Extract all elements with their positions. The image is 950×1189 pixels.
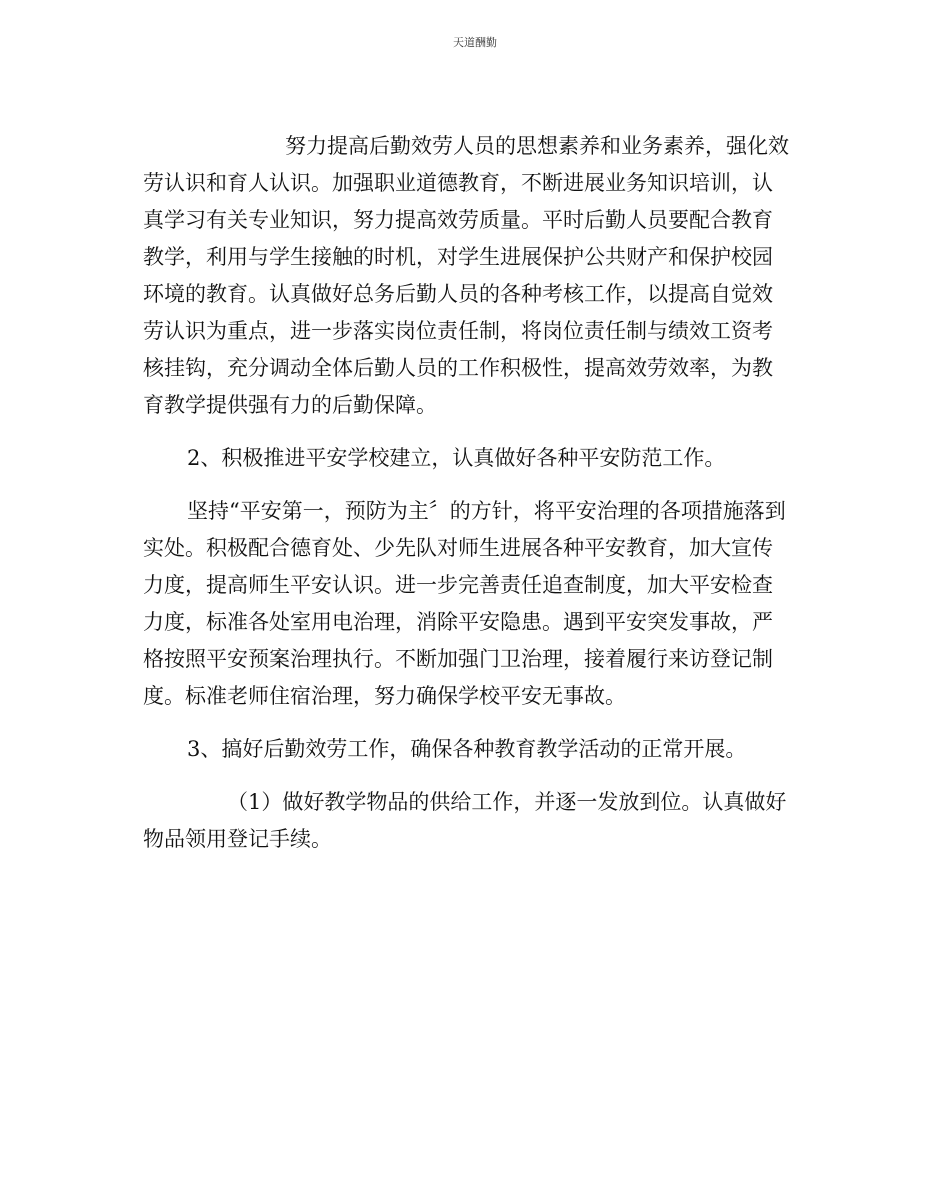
paragraph-safety	[143, 493, 813, 715]
text-line: （1）做好教学物品的供给工作，并逐一发放到位。认真做好	[227, 790, 787, 814]
text-line: 坚持“平安第一，预防为主〞的方针，将平安治理的各项措施落到	[187, 499, 786, 523]
text-line: 力度，标准各处室用电治理，消除平安隐患。遇到平安突发事故，严	[143, 610, 773, 634]
text-line: 核挂钩，充分调动全体后勤人员的工作积极性，提高效劳效率，为教	[143, 356, 773, 380]
text-line: 2、积极推进平安学校建立，认真做好各种平安防范工作。	[187, 446, 726, 470]
text-line: 物品领用登记手续。	[143, 827, 332, 851]
text-line: 3、搞好后勤效劳工作，确保各种教育教学活动的正常开展。	[187, 737, 747, 761]
paragraph-staff-training	[143, 128, 813, 424]
paragraph-supplies	[143, 784, 813, 858]
section-heading-logistics	[143, 731, 813, 768]
page-header: 天道酬勤	[453, 36, 497, 49]
text-line: 努力提高后勤效劳人员的思想素养和业务素养，强化效	[285, 134, 789, 158]
text-line: 真学习有关专业知识，努力提高效劳质量。平时后勤人员要配合教育	[143, 208, 773, 232]
text-line: 环境的教育。认真做好总务后勤人员的各种考核工作，以提高自觉效	[143, 282, 773, 306]
text-line: 格按照平安预案治理执行。不断加强门卫治理，接着履行来访登记制	[143, 647, 773, 671]
document-body	[143, 128, 813, 858]
text-line: 育教学提供强有力的后勤保障。	[143, 393, 437, 417]
text-line: 劳认识为重点，进一步落实岗位责任制，将岗位责任制与绩效工资考	[143, 319, 773, 343]
section-heading-safety	[143, 440, 813, 477]
text-line: 教学，利用与学生接触的时机，对学生进展保护公共财产和保护校园	[143, 245, 773, 269]
text-line: 度。标准老师住宿治理，努力确保学校平安无事故。	[143, 684, 626, 708]
text-line: 劳认识和育人认识。加强职业道德教育，不断进展业务知识培训，认	[143, 171, 773, 195]
text-line: 实处。积极配合德育处、少先队对师生进展各种平安教育，加大宣传	[143, 536, 773, 560]
text-line: 力度，提高师生平安认识。进一步完善责任追查制度，加大平安检查	[143, 573, 773, 597]
